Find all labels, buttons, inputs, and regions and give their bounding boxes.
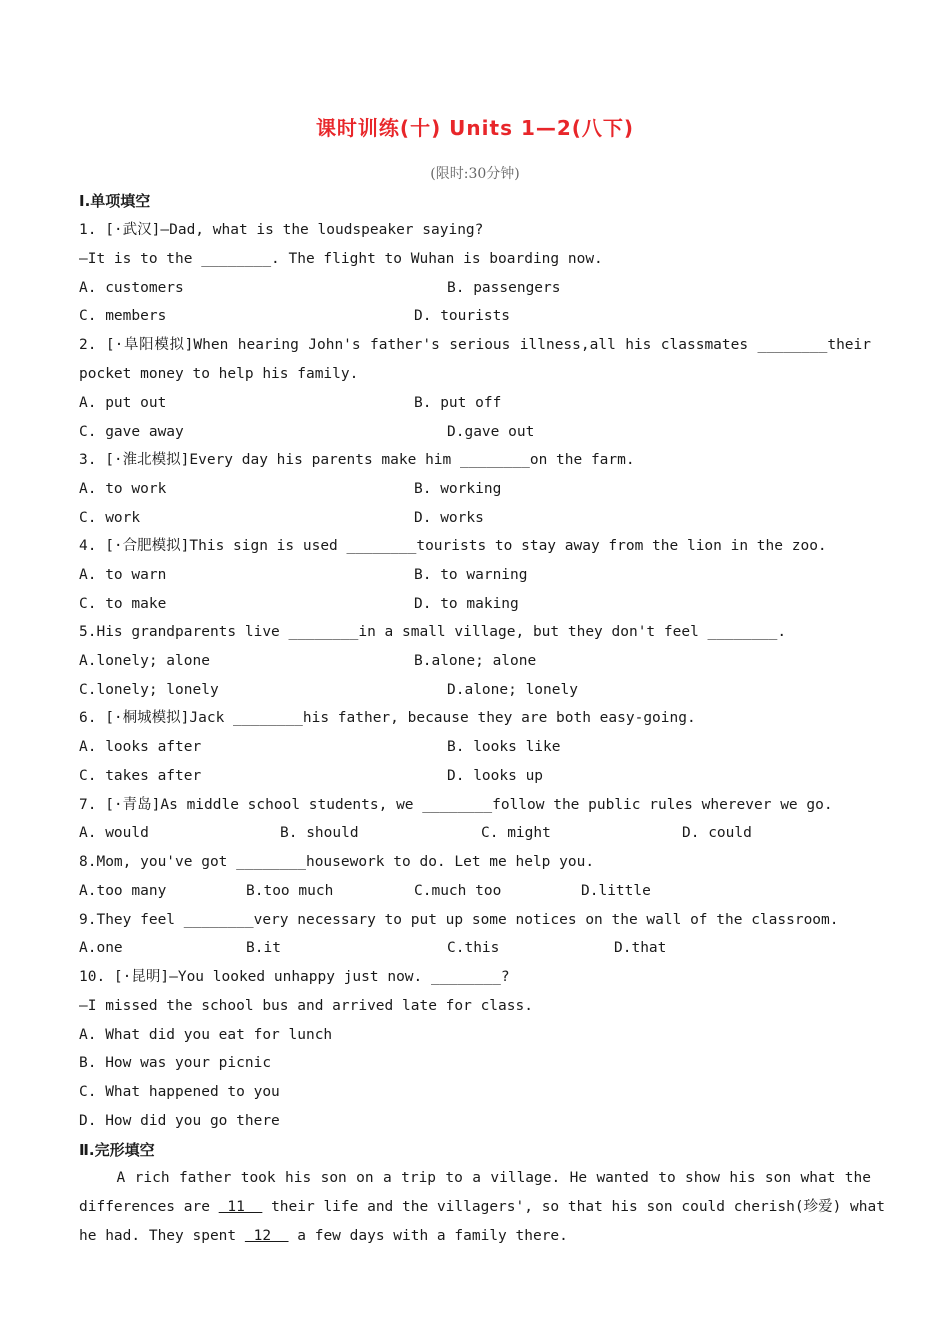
question-10-stem: 10. [·昆明]—You looked unhappy just now. ________? [79,969,510,985]
question-4-option-a: A. to warn [79,567,167,583]
question-3-stem: 3. [·淮北模拟]Every day his parents make him ________on the farm. [79,452,635,468]
question-9-option-a: A.one [79,940,123,956]
question-7-option-a: A. would [79,825,149,841]
question-2-stem: 2. [·阜阳模拟]When hearing John's father's serious illness,all his classmates ________their [79,337,871,353]
question-6-option-b: B. looks like [447,739,561,755]
question-3-option-a: A. to work [79,481,167,497]
blank-11: 11 [218,1199,263,1215]
question-10-option-b: B. How was your picnic [79,1055,272,1071]
question-5-option-a: A.lonely; alone [79,653,210,669]
passage-text: differences are [79,1199,219,1215]
question-9-option-b: B.it [246,940,281,956]
question-9-option-d: D.that [614,940,667,956]
question-4-stem: 4. [·合肥模拟]This sign is used ________tourists to stay away from the lion in the zoo. [79,538,827,554]
question-8-option-a: A.too many [79,883,167,899]
question-10-stem-2: —I missed the school bus and arrived late for class. [79,998,533,1014]
question-3-option-b: B. working [414,481,502,497]
question-9-stem: 9.They feel ________very necessary to put up some notices on the wall of the classroom. [79,912,839,928]
question-9-option-c: C.this [447,940,500,956]
section-heading-single-choice: Ⅰ.单项填空 [79,192,151,210]
question-1-option-b: B. passengers [447,280,561,296]
question-10-option-d: D. How did you go there [79,1113,280,1129]
passage-line-3 [79,1225,568,1247]
passage-text: a few days with a family there. [288,1228,568,1244]
question-8-stem: 8.Mom, you've got ________housework to do. Let me help you. [79,854,595,870]
question-6-stem: 6. [·桐城模拟]Jack ________his father, because they are both easy-going. [79,710,696,726]
question-7-stem: 7. [·青岛]As middle school students, we ________follow the public rules wherever we go. [79,797,833,813]
question-5-stem: 5.His grandparents live ________in a small village, but they don't feel ________. [79,624,787,640]
question-10-option-a: A. What did you eat for lunch [79,1027,333,1043]
question-6-option-c: C. takes after [79,768,202,784]
question-2-option-a: A. put out [79,395,167,411]
question-8-option-d: D.little [581,883,651,899]
question-7-option-c: C. might [481,825,551,841]
question-8-option-c: C.much too [414,883,502,899]
section-heading-cloze: Ⅱ.完形填空 [79,1141,155,1159]
question-2-option-d: D.gave out [447,424,535,440]
question-8-option-b: B.too much [246,883,334,899]
question-10-option-c: C. What happened to you [79,1084,280,1100]
time-limit: (限时:30分钟) [430,166,520,182]
passage-line-2 [79,1196,885,1218]
question-4-option-c: C. to make [79,596,167,612]
question-4-option-b: B. to warning [414,567,528,583]
question-1-stem-2: —It is to the ________. The flight to Wuhan is boarding now. [79,251,603,267]
question-3-option-c: C. work [79,510,141,526]
passage-line-1: A rich father took his son on a trip to a village. He wanted to show his son what the [79,1170,871,1186]
question-1-option-a: A. customers [79,280,184,296]
question-7-option-b: B. should [280,825,359,841]
question-5-option-c: C.lonely; lonely [79,682,219,698]
passage-text: their life and the villagers', so that his son could cherish(珍爱) what [262,1199,885,1215]
question-6-option-d: D. looks up [447,768,544,784]
question-4-option-d: D. to making [414,596,519,612]
question-6-option-a: A. looks after [79,739,202,755]
question-1-stem: 1. [·武汉]—Dad, what is the loudspeaker saying? [79,222,484,238]
question-2-option-c: C. gave away [79,424,184,440]
question-5-option-d: D.alone; lonely [447,682,578,698]
question-5-option-b: B.alone; alone [414,653,537,669]
question-3-option-d: D. works [414,510,484,526]
question-2-stem-2: pocket money to help his family. [79,366,359,382]
passage-text: he had. They spent [79,1228,245,1244]
question-2-option-b: B. put off [414,395,502,411]
question-7-option-d: D. could [682,825,752,841]
question-1-option-c: C. members [79,308,167,324]
question-1-option-d: D. tourists [414,308,511,324]
blank-12: 12 [244,1228,289,1244]
page-title: 课时训练(十) Units 1—2(八下) [315,116,635,140]
